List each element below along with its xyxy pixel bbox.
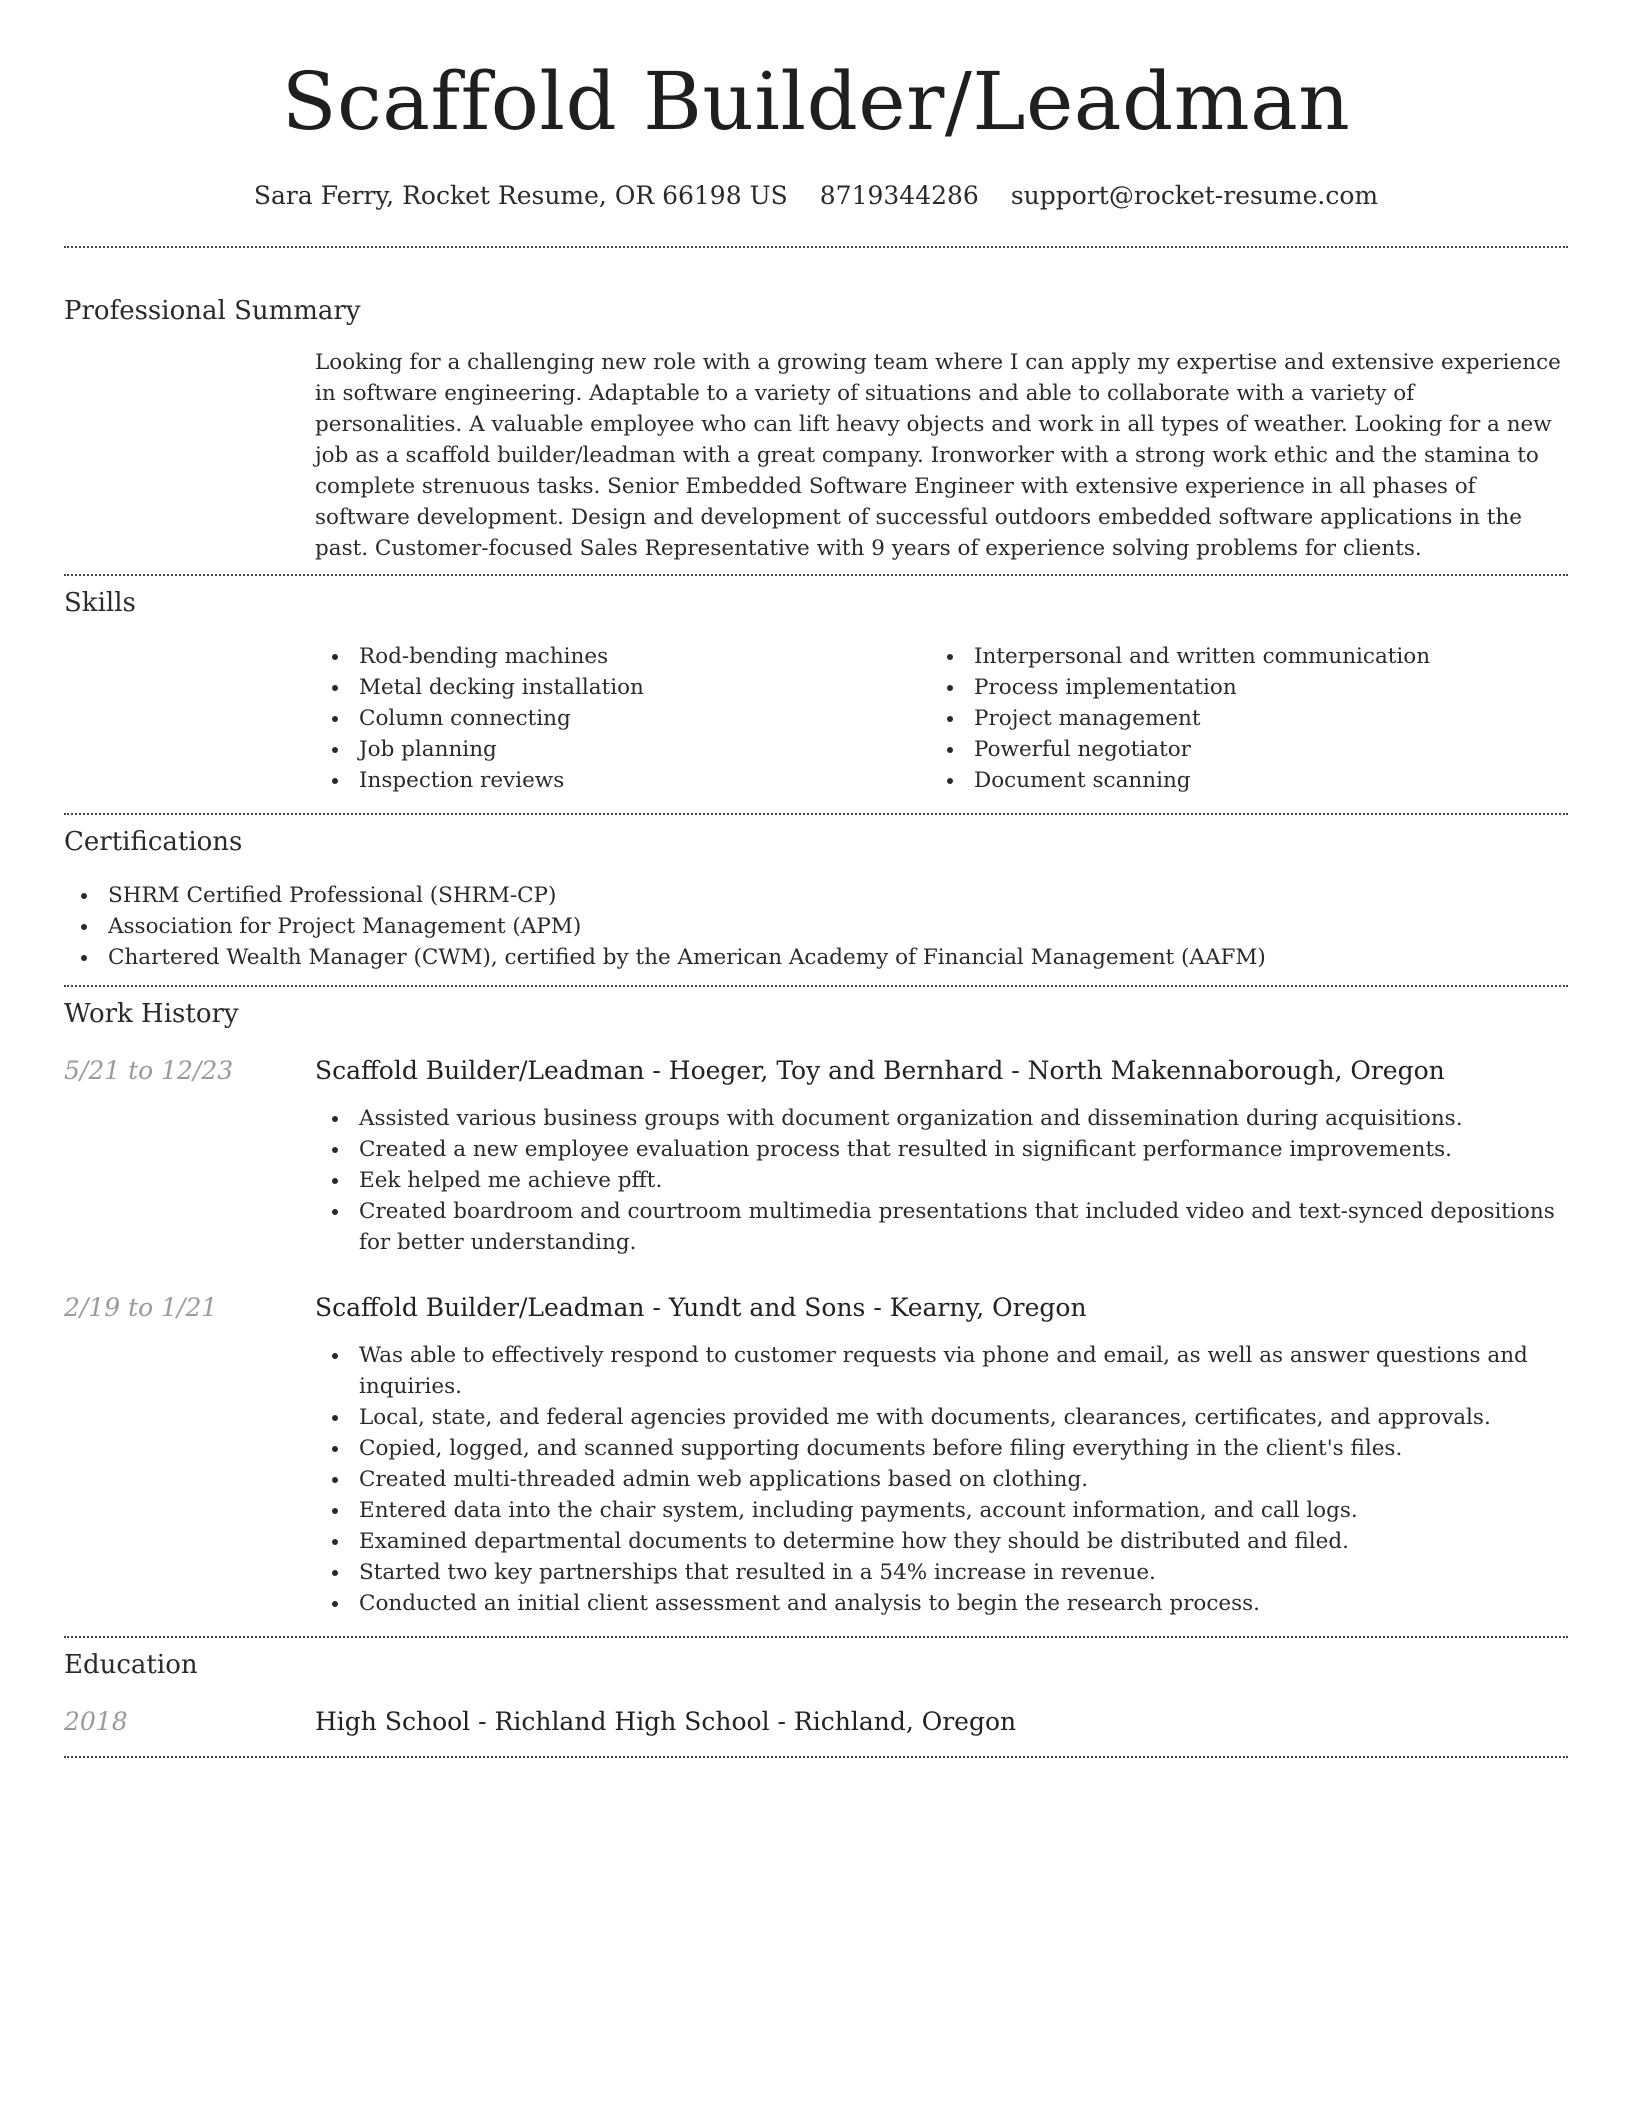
- skill-item: Inspection reviews: [315, 765, 930, 796]
- skills-section: [64, 586, 1568, 796]
- job-details: [315, 1054, 1568, 1258]
- divider: [64, 574, 1568, 576]
- skill-item: Interpersonal and written communication: [930, 641, 1545, 672]
- certification-item: Chartered Wealth Manager (CWM), certified by the American Academy of Financial Management (AAFM): [64, 942, 1568, 973]
- job-bullets: [315, 1103, 1568, 1258]
- skill-item: Job planning: [315, 734, 930, 765]
- skill-item: Metal decking installation: [315, 672, 930, 703]
- job-bullet: Entered data into the chair system, including payments, account information, and call logs.: [315, 1495, 1568, 1526]
- summary-heading: Professional Summary: [64, 296, 361, 326]
- certifications-section: [64, 825, 1568, 973]
- contact-address: Sara Ferry, Rocket Resume, OR 66198 US: [253, 181, 788, 210]
- job-entry: [64, 1291, 1568, 1619]
- job-heading: Scaffold Builder/Leadman - Yundt and Sons - Kearny, Oregon: [315, 1293, 1087, 1322]
- resume-title: Scaffold Builder/Leadman: [281, 55, 1351, 148]
- job-bullet: Created multi-threaded admin web applications based on clothing.: [315, 1464, 1568, 1495]
- skill-item: Column connecting: [315, 703, 930, 734]
- skill-item: Document scanning: [930, 765, 1545, 796]
- divider: [64, 985, 1568, 987]
- contact-line: [64, 180, 1568, 212]
- skill-item: Rod-bending machines: [315, 641, 930, 672]
- job-heading: Scaffold Builder/Leadman - Hoeger, Toy and Bernhard - North Makennaborough, Oregon: [315, 1056, 1445, 1085]
- work-history-section: [64, 997, 1568, 1619]
- job-bullet: Created a new employee evaluation process that resulted in significant performance improvements.: [315, 1134, 1568, 1165]
- skills-heading: Skills: [64, 588, 136, 618]
- job-bullet: Eek helped me achieve pfft.: [315, 1165, 1568, 1196]
- certification-item: SHRM Certified Professional (SHRM-CP): [64, 880, 1568, 911]
- skill-item: Project management: [930, 703, 1545, 734]
- education-heading-text: High School - Richland High School - Richland, Oregon: [315, 1707, 1017, 1736]
- job-bullet: Created boardroom and courtroom multimedia presentations that included video and text-synced depositions for better understanding.: [315, 1196, 1568, 1258]
- skills-column-left: [315, 641, 930, 796]
- certifications-list: [64, 880, 1568, 973]
- skill-item: Process implementation: [930, 672, 1545, 703]
- education-section: [64, 1648, 1568, 1739]
- job-bullet: Was able to effectively respond to customer requests via phone and email, as well as answer questions and inquiries.: [315, 1340, 1568, 1402]
- job-details: [315, 1291, 1568, 1619]
- skill-item: Powerful negotiator: [930, 734, 1545, 765]
- divider: [64, 246, 1568, 248]
- job-bullet: Conducted an initial client assessment and analysis to begin the research process.: [315, 1588, 1568, 1619]
- job-bullet: Copied, logged, and scanned supporting documents before filing everything in the client's files.: [315, 1433, 1568, 1464]
- certifications-heading: Certifications: [64, 827, 243, 857]
- summary-section: [64, 294, 1568, 564]
- education-entry: [64, 1705, 1568, 1739]
- job-dates: 2/19 to 1/21: [64, 1293, 218, 1322]
- skills-list: [315, 641, 1568, 796]
- contact-phone: 8719344286: [819, 181, 979, 210]
- education-heading: Education: [64, 1650, 198, 1680]
- summary-text: Looking for a challenging new role with a growing team where I can apply my expertise and extensive experience in software engineering. Adaptable to a variety of situations and able to collaborate with a variety of personalities. A valuable employee who can lift heavy objects and work in all types of weather. Looking for a new job as a scaffold builder/leadman with a great company. Ironworker with a strong work ethic and the stamina to complete strenuous tasks. Senior Embedded Software Engineer with extensive experience in all phases of software development. Design and development of successful outdoors embedded software applications in the past. Customer-focused Sales Representative with 9 years of experience solving problems for clients.: [315, 350, 1561, 561]
- education-date: 2018: [64, 1707, 128, 1736]
- work-history-heading: Work History: [64, 999, 239, 1029]
- job-dates: 5/21 to 12/23: [64, 1056, 234, 1085]
- skills-column-right: [930, 641, 1545, 796]
- job-entry: [64, 1054, 1568, 1258]
- job-bullet: Assisted various business groups with document organization and dissemination during acquisitions.: [315, 1103, 1568, 1134]
- contact-email: support@rocket-resume.com: [1010, 181, 1379, 210]
- divider: [64, 1636, 1568, 1638]
- job-bullets: [315, 1340, 1568, 1619]
- job-bullet: Examined departmental documents to determine how they should be distributed and filed.: [315, 1526, 1568, 1557]
- divider: [64, 813, 1568, 815]
- certification-item: Association for Project Management (APM): [64, 911, 1568, 942]
- job-bullet: Started two key partnerships that resulted in a 54% increase in revenue.: [315, 1557, 1568, 1588]
- divider: [64, 1756, 1568, 1758]
- job-bullet: Local, state, and federal agencies provided me with documents, clearances, certificates, and approvals.: [315, 1402, 1568, 1433]
